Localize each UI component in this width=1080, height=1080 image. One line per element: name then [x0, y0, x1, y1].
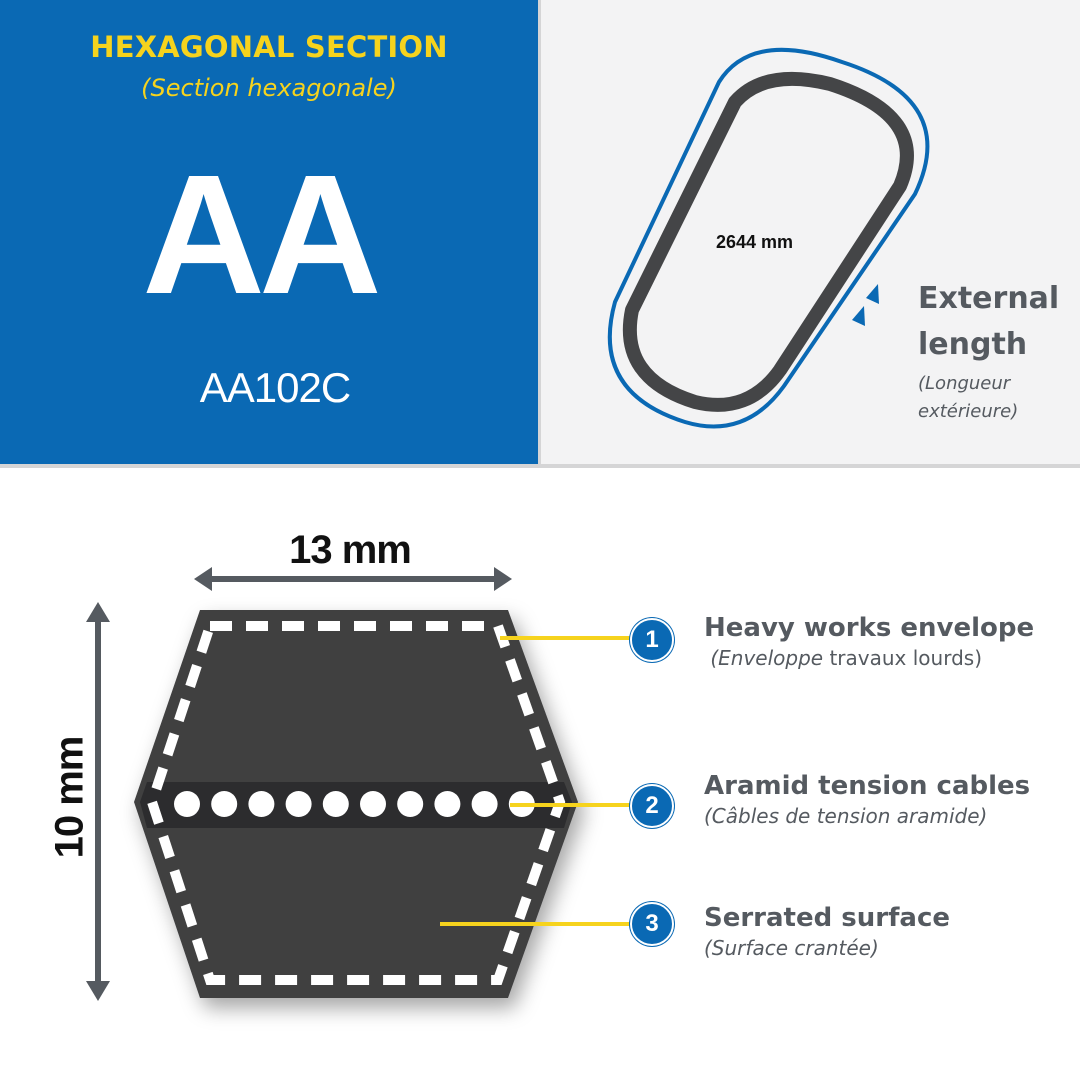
height-dimension-label: 10 mm — [47, 736, 92, 859]
callout-cables — [704, 770, 1074, 830]
belt-length-value: 2644 mm — [716, 232, 794, 252]
callout-title: Serrated surface — [704, 903, 950, 933]
external-length-title-line: External — [918, 281, 1060, 316]
profile-code: AA — [142, 140, 376, 330]
width-dimension-label: 13 mm — [289, 528, 411, 572]
tension-cable — [397, 791, 423, 817]
tension-cable — [286, 791, 312, 817]
section-title: HEXAGONAL SECTION — [90, 30, 448, 64]
tension-cable — [472, 791, 498, 817]
callout-subtitle — [704, 802, 1074, 830]
arrow-icon — [866, 284, 879, 304]
cable-band — [140, 782, 572, 828]
tension-cable — [211, 791, 237, 817]
callout-subtitle-italic: (Câbles de tension aramide) — [704, 804, 988, 828]
external-length-subtitle-line: extérieure) — [918, 401, 1019, 422]
callout-subtitle — [704, 644, 1074, 672]
belt-reference: AA102C — [199, 364, 351, 411]
external-length-subtitle-line: (Longueur — [918, 373, 1011, 394]
tension-cable — [434, 791, 460, 817]
external-length-title — [918, 276, 1068, 368]
callout-title: Aramid tension cables — [704, 771, 1031, 801]
section-subtitle: (Section hexagonale) — [141, 74, 397, 102]
callout-title: Heavy works envelope — [704, 613, 1035, 643]
callout-subtitle-italic: (Surface crantée) — [704, 936, 879, 960]
callout-subtitle-rest: travaux lourds) — [823, 646, 983, 670]
tension-cable — [174, 791, 200, 817]
callout-surface — [704, 902, 1074, 962]
tension-cable — [360, 791, 386, 817]
arrow-icon — [852, 306, 865, 326]
callout-envelope — [704, 612, 1074, 672]
external-length-subtitle — [918, 370, 1068, 426]
callout-number-badge: 2 — [630, 784, 674, 828]
callout-subtitle-italic: (Enveloppe — [710, 646, 824, 670]
tension-cable — [323, 791, 349, 817]
callout-subtitle — [704, 934, 1074, 962]
callout-number-badge: 1 — [630, 618, 674, 662]
tension-cable — [248, 791, 274, 817]
callout-number-badge: 3 — [630, 902, 674, 946]
external-length-title-line: length — [918, 327, 1028, 362]
